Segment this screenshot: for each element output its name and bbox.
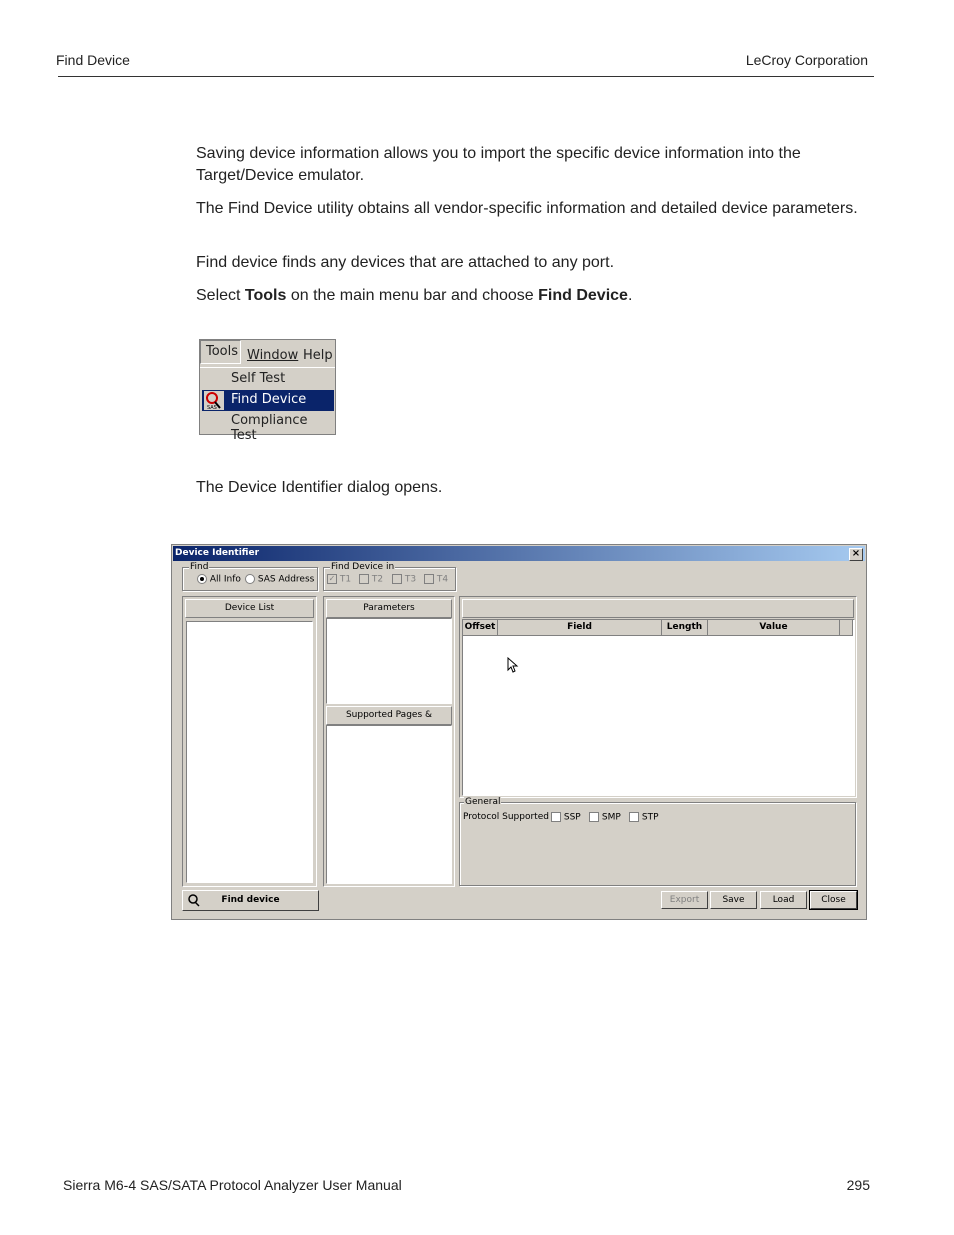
bold-tools: Tools xyxy=(244,287,287,304)
general-group-label: General xyxy=(465,797,501,807)
menu-tools-label: Tools xyxy=(206,344,239,359)
protocol-label: SSP xyxy=(563,812,581,823)
protocol-supported-label: Protocol Supported xyxy=(463,812,549,822)
checkbox-box xyxy=(359,574,369,584)
checkbox-box xyxy=(629,812,639,822)
svg-text:SAS: SAS xyxy=(207,405,217,410)
port-t3-checkbox[interactable] xyxy=(392,574,416,585)
protocol-label: SMP xyxy=(601,812,621,823)
header-rule xyxy=(58,76,874,77)
checkbox-box xyxy=(551,812,561,822)
text-fragment: . xyxy=(627,287,633,304)
find-device-sas-icon xyxy=(187,894,201,907)
parameters-list[interactable] xyxy=(326,618,452,704)
checkbox-box xyxy=(392,574,402,584)
menu-item-label: Self Test xyxy=(231,371,286,386)
menu-bar xyxy=(200,340,335,367)
column-length[interactable]: Length xyxy=(662,620,708,636)
close-icon[interactable]: × xyxy=(849,548,863,561)
find-device-in-group xyxy=(323,562,456,591)
checkbox-box xyxy=(589,812,599,822)
column-value[interactable]: Value xyxy=(708,620,840,636)
text-fragment: on the main menu bar and choose xyxy=(286,287,539,304)
text-fragment: Select xyxy=(196,287,245,304)
parameters-panel xyxy=(323,596,455,887)
radio-all-info[interactable] xyxy=(197,574,241,585)
radio-sas-address-dot xyxy=(245,574,255,584)
menu-tools[interactable] xyxy=(200,340,241,364)
find-device-button[interactable] xyxy=(182,890,319,911)
find-group-label: Find xyxy=(190,562,209,572)
radio-all-info-label: All Info xyxy=(209,574,241,585)
port-label: T2 xyxy=(371,574,384,585)
running-header-right: LeCroy Corporation xyxy=(745,52,868,68)
device-identifier-dialog xyxy=(171,544,867,920)
protocol-stp-checkbox[interactable] xyxy=(629,812,659,823)
find-group xyxy=(182,562,318,591)
radio-all-info-dot xyxy=(197,574,207,584)
protocol-label: STP xyxy=(641,812,659,823)
protocol-smp-checkbox[interactable] xyxy=(589,812,621,823)
general-group xyxy=(459,797,856,886)
menu-item-compliance-test[interactable] xyxy=(202,411,334,443)
tools-dropdown xyxy=(200,367,335,443)
menu-item-find-device[interactable] xyxy=(202,390,334,411)
page-number: 295 xyxy=(846,1177,870,1193)
find-device-in-label: Find Device in xyxy=(331,562,395,572)
menu-help-label: Help xyxy=(303,348,333,363)
checkmark-icon: ✓ xyxy=(328,574,336,583)
protocol-ssp-checkbox[interactable] xyxy=(551,812,581,823)
menu-item-label: Find Device xyxy=(231,392,307,407)
details-header-bar xyxy=(462,599,854,618)
menu-item-label: Compliance Test xyxy=(231,413,308,443)
bold-find-device: Find Device xyxy=(538,287,628,304)
port-label: T3 xyxy=(404,574,417,585)
column-field[interactable]: Field xyxy=(498,620,662,636)
menu-window[interactable] xyxy=(247,348,298,363)
menu-help[interactable] xyxy=(303,348,333,363)
paragraph-dialog-opens: The Device Identifier dialog opens. xyxy=(196,479,443,496)
menu-item-self-test[interactable] xyxy=(202,369,334,390)
running-header-left: Find Device xyxy=(56,52,130,68)
parameters-header: Parameters xyxy=(326,599,452,618)
paragraph-select-tools xyxy=(196,285,866,307)
load-button[interactable]: Load xyxy=(760,891,807,909)
paragraph-saving-info: Saving device information allows you to import the specific device information into the Target/Device emulator. xyxy=(196,145,801,184)
paragraph-find-ports: Find device finds any devices that are attached to any port. xyxy=(196,254,615,271)
port-t1-checkbox[interactable] xyxy=(327,574,351,585)
port-t4-checkbox[interactable] xyxy=(424,574,448,585)
tools-menu-screenshot xyxy=(199,339,336,443)
radio-sas-address[interactable] xyxy=(245,574,314,585)
radio-sas-address-label: SAS Address xyxy=(257,574,315,585)
running-footer-left: Sierra M6-4 SAS/SATA Protocol Analyzer User Manual xyxy=(63,1177,402,1193)
menu-window-label: Window xyxy=(247,348,299,363)
port-label: T1 xyxy=(339,574,352,585)
device-list-panel xyxy=(182,596,317,887)
checkbox-box xyxy=(424,574,434,584)
port-t2-checkbox[interactable] xyxy=(359,574,383,585)
supported-pages-header: Supported Pages & xyxy=(326,706,452,725)
export-button[interactable]: Export xyxy=(661,891,708,909)
find-device-sas-icon xyxy=(204,391,224,410)
dialog-title: Device Identifier xyxy=(175,548,260,558)
paragraph-utility-info: The Find Device utility obtains all vendor-specific information and detailed device parameters. xyxy=(196,200,858,217)
port-label: T4 xyxy=(436,574,449,585)
field-table[interactable] xyxy=(462,619,855,796)
device-list-header: Device List xyxy=(185,599,314,618)
find-device-button-label: Find device xyxy=(221,895,280,905)
mouse-cursor-icon xyxy=(507,657,519,675)
column-spacer xyxy=(840,620,853,636)
details-panel xyxy=(459,596,857,798)
close-button[interactable]: Close xyxy=(810,891,857,909)
column-offset[interactable]: Offset xyxy=(463,620,498,636)
save-button[interactable]: Save xyxy=(710,891,757,909)
supported-pages-list[interactable] xyxy=(326,725,452,884)
device-list[interactable] xyxy=(186,621,313,883)
dialog-titlebar xyxy=(173,546,865,561)
